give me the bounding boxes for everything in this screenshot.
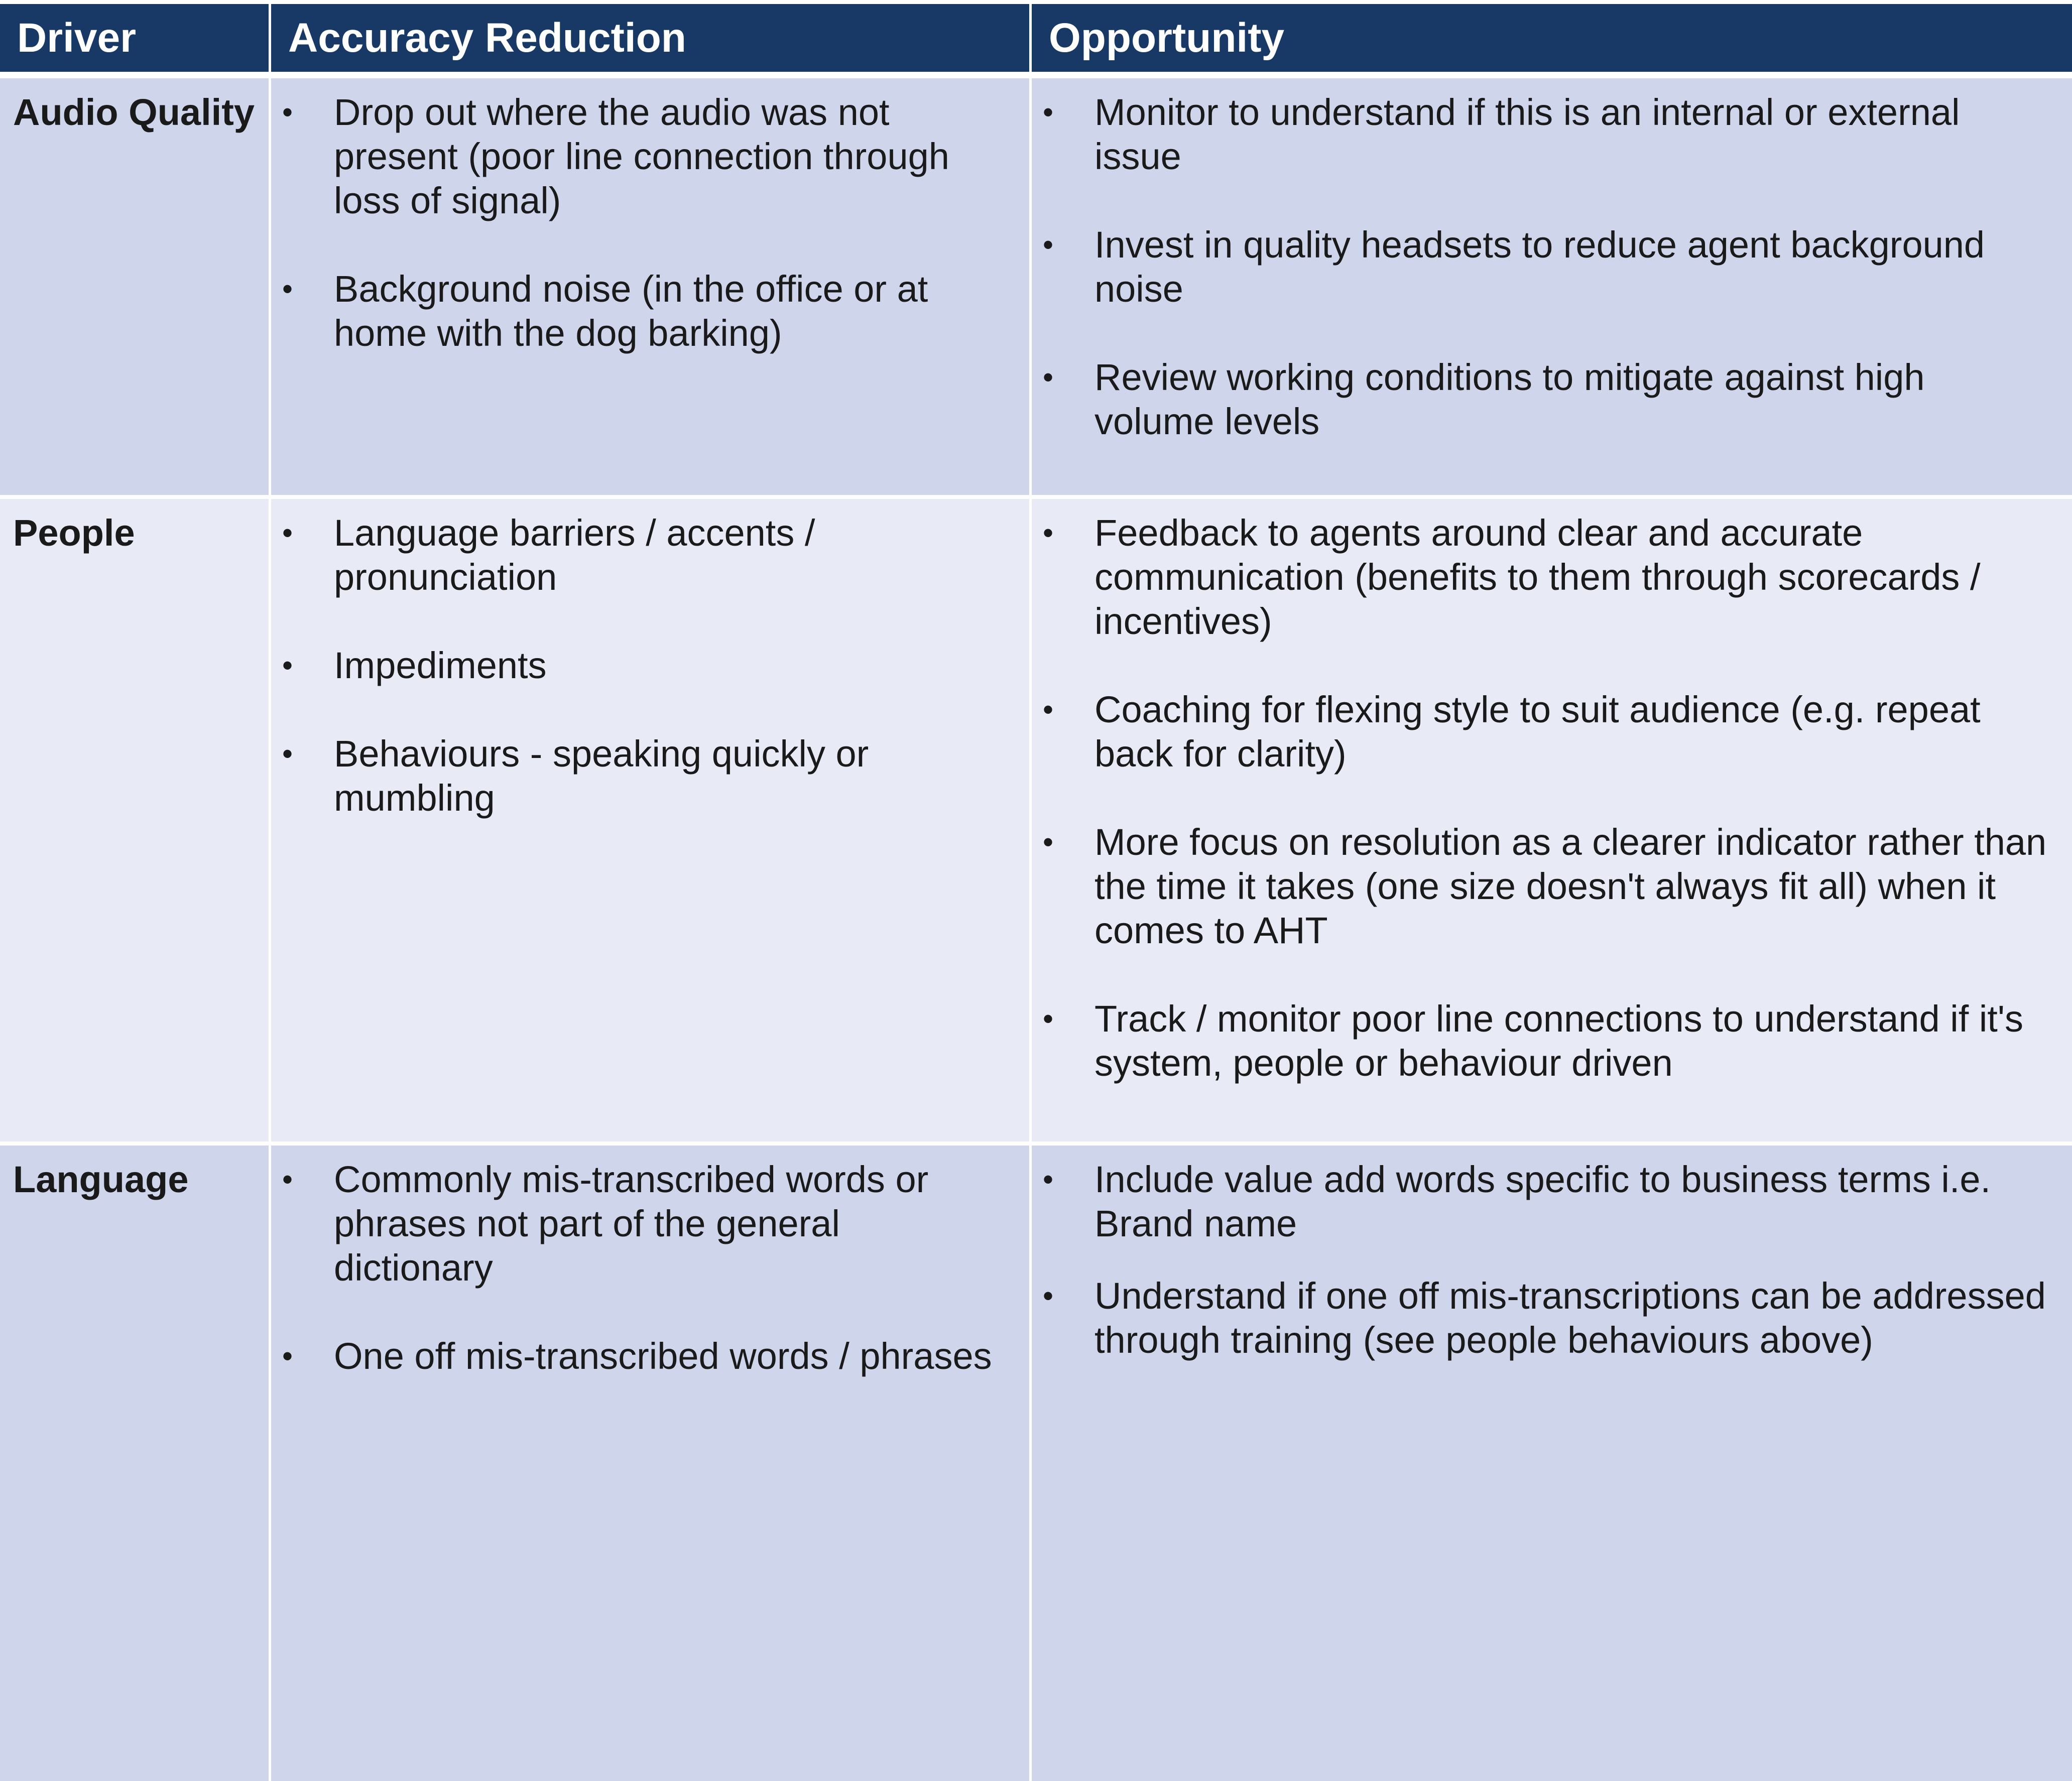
list-item-text: Coaching for flexing style to suit audience (e.g. repeat back for clarity) (1094, 689, 1981, 775)
list-item-text: Commonly mis-transcribed words or phrases not part of the general dictionary (334, 1159, 929, 1289)
bullet-icon: • (1043, 1002, 1054, 1036)
bullet-icon: • (282, 1339, 293, 1373)
list-item-text: Include value add words specific to business terms i.e. Brand name (1094, 1159, 1991, 1244)
list-item (1032, 511, 2052, 644)
table-row (0, 499, 2072, 1141)
bullet-icon: • (1043, 693, 1054, 726)
header-accuracy-reduction: Accuracy Reduction (271, 4, 1029, 72)
table-row (0, 78, 2072, 495)
bullet-icon: • (1043, 228, 1054, 262)
bullet-icon: • (1043, 360, 1054, 394)
bullet-icon: • (1043, 1279, 1054, 1313)
list-item-text: Behaviours - speaking quickly or mumbling (334, 733, 869, 819)
bullet-icon: • (282, 1163, 293, 1196)
header-driver: Driver (0, 4, 269, 72)
list-item-text: Invest in quality headsets to reduce agent background noise (1094, 224, 1985, 310)
list-item (1032, 355, 2052, 444)
bullet-icon: • (1043, 95, 1054, 129)
table-row (0, 1146, 2072, 1781)
header-opportunity: Opportunity (1032, 4, 2072, 72)
accuracy-reduction-cell (271, 1146, 1029, 1781)
list-item (1032, 223, 2052, 311)
list-item-text: Track / monitor poor line connections to understand if it's system, people or behaviour driven (1094, 998, 2023, 1084)
bullet-icon: • (1043, 1163, 1054, 1196)
list-item (1032, 820, 2052, 953)
list-item (271, 1334, 1009, 1378)
accuracy-reduction-cell (271, 78, 1029, 495)
opportunity-cell (1032, 499, 2072, 1141)
bullet-icon: • (282, 95, 293, 129)
list-item (1032, 688, 2052, 776)
list-item-text: Feedback to agents around clear and accurate communication (benefits to them through scorecards / incentives) (1094, 512, 1981, 642)
bullet-icon: • (282, 737, 293, 771)
list-item (271, 732, 1009, 820)
driver-cell: Audio Quality (0, 78, 269, 495)
list-item-text: Background noise (in the office or at home with the dog barking) (334, 268, 928, 354)
list-item (271, 1158, 1009, 1290)
list-item-text: Review working conditions to mitigate against high volume levels (1094, 356, 1925, 442)
bullet-icon: • (282, 649, 293, 682)
list-item-text: Monitor to understand if this is an internal or external issue (1094, 91, 1960, 177)
list-item-text: Drop out where the audio was not present (poor line connection through loss of signal) (334, 91, 949, 221)
list-item (1032, 997, 2052, 1085)
list-item (1032, 90, 2052, 179)
list-item-text: One off mis-transcribed words / phrases (334, 1335, 992, 1377)
bullet-icon: • (282, 516, 293, 550)
list-item (271, 267, 1009, 355)
list-item-text: Impediments (334, 645, 547, 686)
list-item (1032, 1158, 2052, 1246)
driver-cell: Language (0, 1146, 269, 1781)
driver-cell: People (0, 499, 269, 1141)
list-item (1032, 1274, 2052, 1362)
bullet-icon: • (1043, 516, 1054, 550)
table-header-row (0, 4, 2072, 72)
accuracy-reduction-cell (271, 499, 1029, 1141)
list-item (271, 90, 1009, 223)
bullet-icon: • (1043, 825, 1054, 859)
list-item-text: Language barriers / accents / pronunciation (334, 512, 815, 598)
drivers-table (0, 4, 2072, 1781)
opportunity-cell (1032, 78, 2072, 495)
opportunity-cell (1032, 1146, 2072, 1781)
list-item (271, 511, 1009, 599)
list-item-text: More focus on resolution as a clearer indicator rather than the time it takes (one size doesn't always fit all) when it comes to AHT (1094, 821, 2047, 951)
list-item-text: Understand if one off mis-transcriptions can be addressed through training (see people behaviours above) (1094, 1275, 2046, 1361)
list-item (271, 644, 1009, 688)
bullet-icon: • (282, 272, 293, 306)
